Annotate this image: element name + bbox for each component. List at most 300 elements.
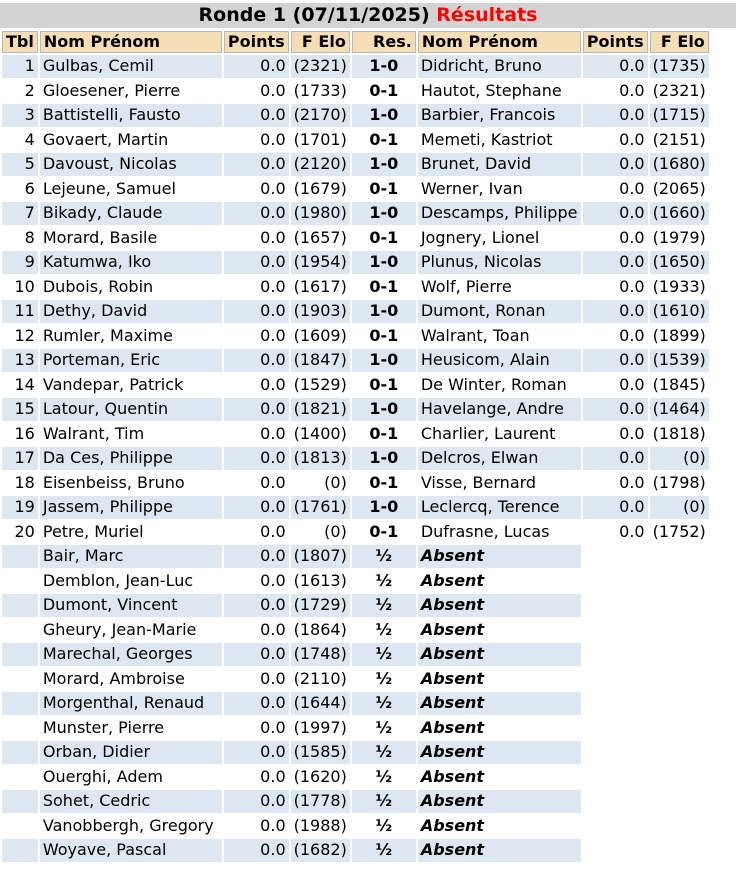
absent-row: [2, 594, 709, 617]
absent-result: ½: [352, 570, 416, 593]
game-result: 1-0: [352, 202, 416, 225]
white-player-name: Vandepar, Patrick: [40, 374, 222, 397]
black-player-elo: (1845): [650, 374, 709, 397]
absent-player-elo: (1997): [291, 717, 350, 740]
white-player-elo: (1400): [291, 423, 350, 446]
table-row: [2, 55, 709, 78]
white-player-elo: (2120): [291, 153, 350, 176]
game-result: 0-1: [352, 276, 416, 299]
white-player-elo: (1701): [291, 129, 350, 152]
game-result: 0-1: [352, 521, 416, 544]
white-player-elo: (1609): [291, 325, 350, 348]
black-player-elo: (1798): [650, 472, 709, 495]
empty-cell: [583, 545, 648, 568]
white-player-points: 0.0: [224, 276, 289, 299]
board-number: 6: [2, 178, 38, 201]
black-player-name: Charlier, Laurent: [418, 423, 581, 446]
board-number-empty: [2, 766, 38, 789]
black-player-points: 0.0: [583, 129, 648, 152]
board-number: 5: [2, 153, 38, 176]
white-player-points: 0.0: [224, 325, 289, 348]
white-player-elo: (1903): [291, 300, 350, 323]
absent-player-points: 0.0: [224, 790, 289, 813]
absent-label: Absent: [418, 766, 581, 789]
absent-label: Absent: [418, 619, 581, 642]
table-row: [2, 129, 709, 152]
absent-row: [2, 570, 709, 593]
white-player-name: Davoust, Nicolas: [40, 153, 222, 176]
white-player-points: 0.0: [224, 80, 289, 103]
results-label: Résultats: [436, 4, 538, 26]
white-player-name: Dubois, Robin: [40, 276, 222, 299]
absent-player-points: 0.0: [224, 643, 289, 666]
absent-row: [2, 741, 709, 764]
round-title: Ronde 1 (07/11/2025): [198, 4, 430, 26]
game-result: 1-0: [352, 153, 416, 176]
absent-row: [2, 766, 709, 789]
white-player-points: 0.0: [224, 104, 289, 127]
black-player-name: Hautot, Stephane: [418, 80, 581, 103]
absent-result: ½: [352, 839, 416, 862]
absent-label: Absent: [418, 717, 581, 740]
black-player-name: Havelange, Andre: [418, 398, 581, 421]
board-number: 15: [2, 398, 38, 421]
board-number-empty: [2, 643, 38, 666]
black-player-elo: (1464): [650, 398, 709, 421]
board-number: 1: [2, 55, 38, 78]
absent-player-points: 0.0: [224, 619, 289, 642]
white-player-name: Dethy, David: [40, 300, 222, 323]
white-player-elo: (0): [291, 472, 350, 495]
game-result: 1-0: [352, 251, 416, 274]
black-player-points: 0.0: [583, 276, 648, 299]
white-player-name: Gulbas, Cemil: [40, 55, 222, 78]
white-player-elo: (1980): [291, 202, 350, 225]
absent-player-elo: (1620): [291, 766, 350, 789]
board-number: 13: [2, 349, 38, 372]
game-result: 0-1: [352, 325, 416, 348]
absent-player-points: 0.0: [224, 766, 289, 789]
white-player-points: 0.0: [224, 251, 289, 274]
board-number-empty: [2, 594, 38, 617]
game-result: 0-1: [352, 423, 416, 446]
absent-result: ½: [352, 692, 416, 715]
black-player-points: 0.0: [583, 227, 648, 250]
board-number-empty: [2, 668, 38, 691]
black-player-name: Leclercq, Terence: [418, 496, 581, 519]
table-row: [2, 374, 709, 397]
black-player-name: Plunus, Nicolas: [418, 251, 581, 274]
board-number: 17: [2, 447, 38, 470]
board-number-empty: [2, 619, 38, 642]
col-white-elo-header[interactable]: F Elo: [291, 31, 350, 53]
white-player-points: 0.0: [224, 153, 289, 176]
black-player-elo: (1680): [650, 153, 709, 176]
white-player-name: Gloesener, Pierre: [40, 80, 222, 103]
table-row: [2, 349, 709, 372]
black-player-points: 0.0: [583, 496, 648, 519]
absent-row: [2, 717, 709, 740]
absent-player-elo: (1585): [291, 741, 350, 764]
col-white-points-header[interactable]: Points: [224, 31, 289, 53]
empty-cell: [650, 668, 709, 691]
white-player-elo: (1821): [291, 398, 350, 421]
absent-player-elo: (1778): [291, 790, 350, 813]
table-row: [2, 325, 709, 348]
game-result: 1-0: [352, 300, 416, 323]
black-player-name: Jognery, Lionel: [418, 227, 581, 250]
white-player-name: Lejeune, Samuel: [40, 178, 222, 201]
absent-result: ½: [352, 545, 416, 568]
board-number: 8: [2, 227, 38, 250]
absent-row: [2, 619, 709, 642]
black-player-points: 0.0: [583, 349, 648, 372]
board-number-empty: [2, 790, 38, 813]
absent-result: ½: [352, 668, 416, 691]
game-result: 0-1: [352, 227, 416, 250]
table-row: [2, 80, 709, 103]
white-player-name: Battistelli, Fausto: [40, 104, 222, 127]
game-result: 1-0: [352, 447, 416, 470]
black-player-points: 0.0: [583, 521, 648, 544]
white-player-points: 0.0: [224, 129, 289, 152]
empty-cell: [583, 643, 648, 666]
black-player-elo: (2321): [650, 80, 709, 103]
absent-player-name: Orban, Didier: [40, 741, 222, 764]
table-row: [2, 398, 709, 421]
empty-cell: [650, 741, 709, 764]
white-player-elo: (1847): [291, 349, 350, 372]
black-player-elo: (0): [650, 447, 709, 470]
empty-cell: [650, 766, 709, 789]
black-player-name: Brunet, David: [418, 153, 581, 176]
black-player-points: 0.0: [583, 55, 648, 78]
absent-player-elo: (1729): [291, 594, 350, 617]
black-player-points: 0.0: [583, 447, 648, 470]
board-number: 2: [2, 80, 38, 103]
game-result: 0-1: [352, 472, 416, 495]
absent-result: ½: [352, 741, 416, 764]
black-player-points: 0.0: [583, 472, 648, 495]
table-row: [2, 276, 709, 299]
white-player-elo: (1813): [291, 447, 350, 470]
absent-player-name: Bair, Marc: [40, 545, 222, 568]
absent-row: [2, 545, 709, 568]
absent-player-name: Gheury, Jean-Marie: [40, 619, 222, 642]
empty-cell: [583, 815, 648, 838]
white-player-points: 0.0: [224, 472, 289, 495]
absent-player-points: 0.0: [224, 692, 289, 715]
black-player-name: Wolf, Pierre: [418, 276, 581, 299]
white-player-points: 0.0: [224, 349, 289, 372]
table-row: [2, 202, 709, 225]
absent-player-name: Demblon, Jean-Luc: [40, 570, 222, 593]
absent-label: Absent: [418, 790, 581, 813]
absent-player-elo: (2110): [291, 668, 350, 691]
board-number: 11: [2, 300, 38, 323]
white-player-elo: (1761): [291, 496, 350, 519]
board-number: 7: [2, 202, 38, 225]
absent-player-elo: (1807): [291, 545, 350, 568]
absent-label: Absent: [418, 668, 581, 691]
white-player-elo: (0): [291, 521, 350, 544]
absent-player-elo: (1682): [291, 839, 350, 862]
white-player-name: Walrant, Tim: [40, 423, 222, 446]
board-number: 9: [2, 251, 38, 274]
absent-result: ½: [352, 643, 416, 666]
table-row: [2, 300, 709, 323]
absent-player-name: Dumont, Vincent: [40, 594, 222, 617]
absent-player-points: 0.0: [224, 741, 289, 764]
header-row: [2, 31, 709, 53]
white-player-points: 0.0: [224, 55, 289, 78]
table-row: [2, 496, 709, 519]
black-player-name: Didricht, Bruno: [418, 55, 581, 78]
empty-cell: [583, 619, 648, 642]
results-table: [0, 29, 711, 864]
absent-result: ½: [352, 766, 416, 789]
board-number: 18: [2, 472, 38, 495]
empty-cell: [583, 790, 648, 813]
board-number-empty: [2, 741, 38, 764]
white-player-name: Morard, Basile: [40, 227, 222, 250]
white-player-name: Da Ces, Philippe: [40, 447, 222, 470]
table-row: [2, 423, 709, 446]
absent-result: ½: [352, 790, 416, 813]
black-player-points: 0.0: [583, 374, 648, 397]
game-result: 1-0: [352, 496, 416, 519]
black-player-name: Walrant, Toan: [418, 325, 581, 348]
empty-cell: [650, 717, 709, 740]
empty-cell: [650, 839, 709, 862]
round-title-bar: [0, 3, 736, 28]
white-player-points: 0.0: [224, 178, 289, 201]
absent-player-name: Vanobbergh, Gregory: [40, 815, 222, 838]
game-result: 1-0: [352, 349, 416, 372]
board-number: 20: [2, 521, 38, 544]
absent-result: ½: [352, 619, 416, 642]
board-number-empty: [2, 717, 38, 740]
board-number-empty: [2, 815, 38, 838]
empty-cell: [650, 643, 709, 666]
white-player-points: 0.0: [224, 300, 289, 323]
board-number: 4: [2, 129, 38, 152]
absent-row: [2, 839, 709, 862]
absent-player-points: 0.0: [224, 594, 289, 617]
empty-cell: [583, 766, 648, 789]
absent-label: Absent: [418, 815, 581, 838]
table-row: [2, 472, 709, 495]
results-body: [2, 55, 709, 862]
white-player-elo: (1529): [291, 374, 350, 397]
white-player-points: 0.0: [224, 496, 289, 519]
white-player-name: Rumler, Maxime: [40, 325, 222, 348]
white-player-name: Latour, Quentin: [40, 398, 222, 421]
black-player-name: Heusicom, Alain: [418, 349, 581, 372]
absent-player-name: Morgenthal, Renaud: [40, 692, 222, 715]
black-player-points: 0.0: [583, 325, 648, 348]
absent-player-points: 0.0: [224, 717, 289, 740]
col-black-name-header[interactable]: Nom Prénom: [418, 31, 581, 53]
game-result: 1-0: [352, 104, 416, 127]
black-player-name: Descamps, Philippe: [418, 202, 581, 225]
black-player-elo: (1979): [650, 227, 709, 250]
black-player-name: Delcros, Elwan: [418, 447, 581, 470]
black-player-elo: (1660): [650, 202, 709, 225]
white-player-elo: (1617): [291, 276, 350, 299]
empty-cell: [650, 790, 709, 813]
black-player-points: 0.0: [583, 423, 648, 446]
black-player-points: 0.0: [583, 104, 648, 127]
game-result: 0-1: [352, 80, 416, 103]
white-player-name: Katumwa, Iko: [40, 251, 222, 274]
absent-row: [2, 668, 709, 691]
black-player-elo: (1818): [650, 423, 709, 446]
game-result: 0-1: [352, 178, 416, 201]
table-row: [2, 251, 709, 274]
black-player-elo: (1933): [650, 276, 709, 299]
white-player-name: Bikady, Claude: [40, 202, 222, 225]
black-player-elo: (1715): [650, 104, 709, 127]
table-row: [2, 227, 709, 250]
white-player-points: 0.0: [224, 227, 289, 250]
black-player-points: 0.0: [583, 300, 648, 323]
empty-cell: [583, 839, 648, 862]
table-row: [2, 447, 709, 470]
black-player-elo: (2065): [650, 178, 709, 201]
table-row: [2, 153, 709, 176]
game-result: 0-1: [352, 129, 416, 152]
black-player-elo: (1650): [650, 251, 709, 274]
black-player-points: 0.0: [583, 80, 648, 103]
black-player-name: De Winter, Roman: [418, 374, 581, 397]
white-player-name: Petre, Muriel: [40, 521, 222, 544]
white-player-elo: (1733): [291, 80, 350, 103]
black-player-elo: (1735): [650, 55, 709, 78]
absent-player-name: Woyave, Pascal: [40, 839, 222, 862]
absent-label: Absent: [418, 692, 581, 715]
empty-cell: [583, 668, 648, 691]
white-player-name: Jassem, Philippe: [40, 496, 222, 519]
board-number-empty: [2, 839, 38, 862]
black-player-name: Dumont, Ronan: [418, 300, 581, 323]
absent-label: Absent: [418, 570, 581, 593]
black-player-elo: (0): [650, 496, 709, 519]
absent-player-points: 0.0: [224, 570, 289, 593]
absent-player-elo: (1748): [291, 643, 350, 666]
empty-cell: [650, 570, 709, 593]
empty-cell: [650, 594, 709, 617]
black-player-elo: (2151): [650, 129, 709, 152]
black-player-name: Barbier, Francois: [418, 104, 581, 127]
absent-label: Absent: [418, 741, 581, 764]
game-result: 0-1: [352, 374, 416, 397]
game-result: 1-0: [352, 398, 416, 421]
black-player-name: Visse, Bernard: [418, 472, 581, 495]
empty-cell: [650, 545, 709, 568]
black-player-name: Dufrasne, Lucas: [418, 521, 581, 544]
absent-row: [2, 790, 709, 813]
col-white-name-header[interactable]: Nom Prénom: [40, 31, 222, 53]
black-player-elo: (1899): [650, 325, 709, 348]
white-player-points: 0.0: [224, 202, 289, 225]
white-player-name: Porteman, Eric: [40, 349, 222, 372]
absent-player-name: Munster, Pierre: [40, 717, 222, 740]
table-row: [2, 521, 709, 544]
black-player-points: 0.0: [583, 178, 648, 201]
black-player-name: Memeti, Kastriot: [418, 129, 581, 152]
empty-cell: [583, 570, 648, 593]
absent-player-name: Marechal, Georges: [40, 643, 222, 666]
col-black-points-header[interactable]: Points: [583, 31, 648, 53]
col-board-header[interactable]: Tbl: [2, 31, 38, 53]
absent-player-elo: (1613): [291, 570, 350, 593]
absent-row: [2, 692, 709, 715]
black-player-elo: (1610): [650, 300, 709, 323]
board-number: 12: [2, 325, 38, 348]
white-player-elo: (2321): [291, 55, 350, 78]
absent-player-elo: (1988): [291, 815, 350, 838]
white-player-name: Govaert, Martin: [40, 129, 222, 152]
white-player-name: Eisenbeiss, Bruno: [40, 472, 222, 495]
game-result: 1-0: [352, 55, 416, 78]
white-player-points: 0.0: [224, 521, 289, 544]
board-number: 10: [2, 276, 38, 299]
black-player-points: 0.0: [583, 202, 648, 225]
board-number: 19: [2, 496, 38, 519]
empty-cell: [583, 594, 648, 617]
board-number-empty: [2, 570, 38, 593]
absent-player-name: Morard, Ambroise: [40, 668, 222, 691]
white-player-points: 0.0: [224, 374, 289, 397]
absent-player-elo: (1864): [291, 619, 350, 642]
empty-cell: [650, 692, 709, 715]
white-player-points: 0.0: [224, 423, 289, 446]
board-number: 14: [2, 374, 38, 397]
absent-result: ½: [352, 815, 416, 838]
col-result-header[interactable]: Res.: [352, 31, 416, 53]
black-player-elo: (1539): [650, 349, 709, 372]
board-number: 16: [2, 423, 38, 446]
empty-cell: [650, 815, 709, 838]
black-player-points: 0.0: [583, 153, 648, 176]
absent-player-name: Ouerghi, Adem: [40, 766, 222, 789]
white-player-elo: (1657): [291, 227, 350, 250]
empty-cell: [583, 717, 648, 740]
absent-player-points: 0.0: [224, 815, 289, 838]
col-black-elo-header[interactable]: F Elo: [650, 31, 709, 53]
absent-result: ½: [352, 717, 416, 740]
board-number: 3: [2, 104, 38, 127]
empty-cell: [583, 741, 648, 764]
absent-result: ½: [352, 594, 416, 617]
absent-player-points: 0.0: [224, 668, 289, 691]
absent-player-points: 0.0: [224, 545, 289, 568]
absent-label: Absent: [418, 839, 581, 862]
table-row: [2, 178, 709, 201]
absent-row: [2, 643, 709, 666]
board-number-empty: [2, 692, 38, 715]
black-player-points: 0.0: [583, 398, 648, 421]
white-player-points: 0.0: [224, 447, 289, 470]
absent-player-name: Sohet, Cedric: [40, 790, 222, 813]
white-player-points: 0.0: [224, 398, 289, 421]
white-player-elo: (2170): [291, 104, 350, 127]
absent-label: Absent: [418, 594, 581, 617]
board-number-empty: [2, 545, 38, 568]
black-player-elo: (1752): [650, 521, 709, 544]
absent-label: Absent: [418, 643, 581, 666]
